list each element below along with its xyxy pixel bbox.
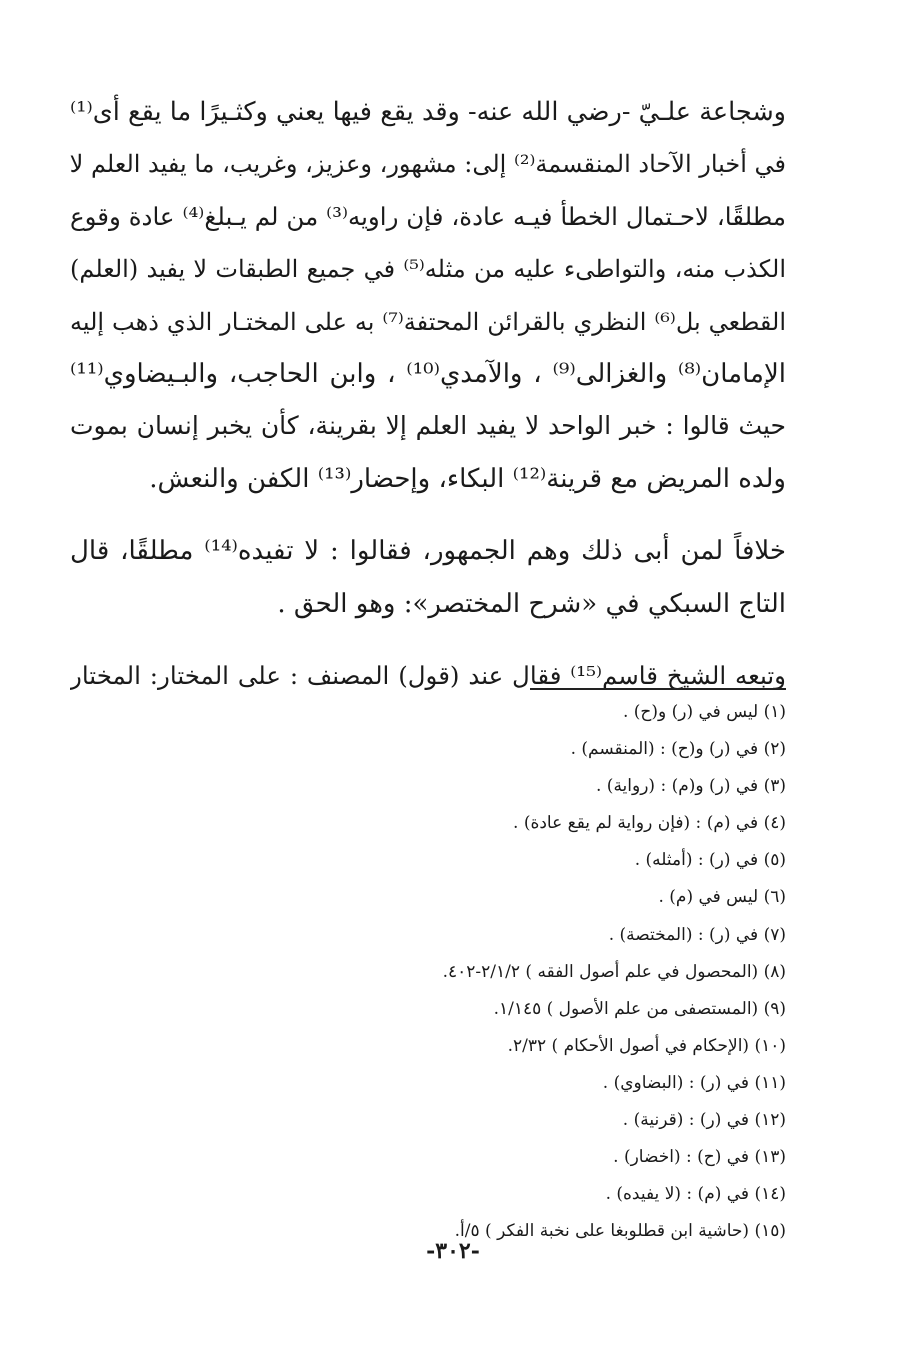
footnote: (٥) في (ر) : (أمثله) . (634, 850, 786, 871)
footnote: (٤) في (م) : (فإن رواية لم يقع عادة) . (513, 813, 786, 834)
text-line: حيث قالوا : خبر الواحد لا يفيد العلم إلا بقرينة، كأن يخبر إنسان بموت (70, 411, 786, 441)
footnote: (١٥) (حاشية ابن قطلوبغا على نخبة الفكر ) ٥/أ. (454, 1221, 786, 1242)
text-line: الإمامان⁽⁸⁾ والغزالى⁽⁹⁾ ، والآمدي⁽¹⁰⁾ ، وابن الحاجب، والبـيضاوي⁽¹¹⁾ (70, 358, 786, 389)
text-line: الكذب منه، والتواطىء عليه من مثله⁽⁵⁾ في جميع الطبقات لا يفيد (العلم) (70, 255, 786, 284)
paragraph-1 (70, 86, 786, 505)
text-line: التاج السبكي في «شرح المختصر»: وهو الحق . (277, 588, 786, 619)
footnote: (٩) (المستصفى من علم الأصول ) ١/١٤٥. (493, 998, 786, 1019)
text-line: وشجاعة علـيّ -رضي الله عنه- وقد يقع فيها يعني وكثـيرًا ما يقع أى⁽¹⁾ (70, 97, 786, 127)
footnote-separator (530, 688, 786, 690)
footnote: (١٣) في (ح) : (اخضار) . (613, 1147, 786, 1168)
footnote: (١) ليس في (ر) و(ح) . (622, 702, 786, 722)
text-line: وتبعه الشيخ قاسم⁽¹⁵⁾ فقال عند (قول) المصنف : على المختار: المختار (70, 660, 786, 690)
text-line: خلافاً لمن أبى ذلك وهم الجمهور، فقالوا : لا تفيده⁽¹⁴⁾ مطلقًا، قال (70, 536, 786, 567)
footnote: (٣) في (ر) و(م) : (رواية) . (596, 776, 786, 797)
footnote: (١٤) في (م) : (لا يفيده) . (605, 1184, 786, 1205)
footnotes (70, 694, 786, 1250)
footnote: (٧) في (ر) : (المختصة) . (608, 924, 786, 945)
footnote: (٨) (المحصول في علم أصول الفقه ) ٢/١/٢-٤٠٢. (442, 961, 786, 982)
text-line: ولده المريض مع قرينة⁽¹²⁾ البكاء، وإحضار⁽¹³⁾ الكفن والنعش. (149, 463, 786, 494)
page-number: -٣٠٢- (426, 1238, 480, 1264)
footnote: (١١) في (ر) : (البضاوي) . (602, 1072, 786, 1093)
footnote: (١٠) (الإحكام في أصول الأحكام ) ٢/٣٢. (507, 1035, 786, 1056)
footnote: (١٢) في (ر) : (قرنية) . (622, 1110, 786, 1131)
footnote: (٢) في (ر) و(ح) : (المنقسم) . (570, 739, 786, 760)
main-text (70, 86, 786, 702)
text-line: القطعي بل⁽⁶⁾ النظري بالقرائن المحتفة⁽⁷⁾ به على المختـار الذي ذهب إليه (70, 307, 786, 336)
paragraph-2 (70, 525, 786, 630)
text-line: مطلقًا، لاحـتمال الخطأ فيـه عادة، فإن راويه⁽³⁾ من لم يـبلغ⁽⁴⁾ عادة وقوع (70, 201, 786, 231)
text-line: في أخبار الآحاد المنقسمة⁽²⁾ إلى: مشهور، وعزيز، وغريب، ما يفيد العلم لا (70, 150, 786, 179)
footnote: (٦) ليس في (م) . (658, 887, 786, 908)
